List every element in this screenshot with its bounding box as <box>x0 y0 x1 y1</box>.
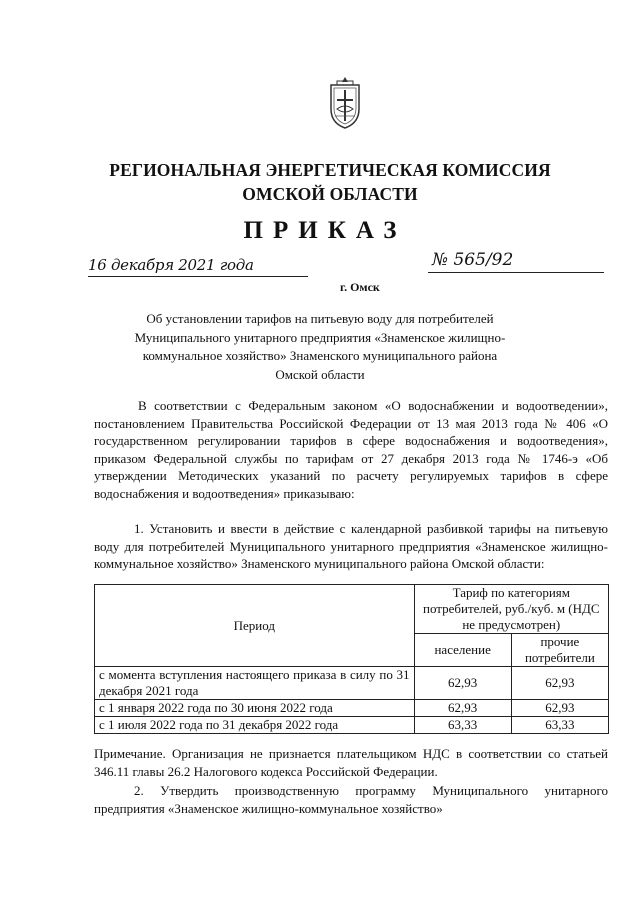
table-row <box>95 667 609 700</box>
other-consumers-column-header: прочие потребители <box>511 634 608 667</box>
population-tariff-cell: 62,93 <box>414 700 511 717</box>
date-underline <box>88 276 308 277</box>
period-cell: с 1 января 2022 года по 30 июня 2022 года <box>95 700 415 717</box>
other-tariff-cell: 62,93 <box>511 667 608 700</box>
tariff-group-header: Тариф по категориям потребителей, руб./куб. м (НДС не предусмотрен) <box>414 585 608 634</box>
number-underline <box>428 272 604 273</box>
population-tariff-cell: 62,93 <box>414 667 511 700</box>
period-column-header: Период <box>95 585 415 667</box>
document-date-handwritten: 16 декабря 2021 года <box>88 256 254 274</box>
document-city: г. Омск <box>340 280 380 294</box>
omsk-coat-of-arms-icon <box>325 75 365 131</box>
other-tariff-cell: 62,93 <box>511 700 608 717</box>
other-tariff-cell: 63,33 <box>511 717 608 734</box>
document-type-title: ПРИКАЗ <box>243 217 407 244</box>
subject-line: коммунальное хозяйство» Знаменского муниципального района <box>142 348 498 363</box>
population-tariff-cell: 63,33 <box>414 717 511 734</box>
population-column-header: население <box>414 634 511 667</box>
item-1-paragraph: 1. Установить и ввести в действие с календарной разбивкой тарифы на питьевую воду для потребителей Муниципального унитарного предприятия «Знаменское жилищно-коммунальное хозяйство» Знаменского муниципального района Омской области: <box>94 521 608 572</box>
document-subject <box>100 310 540 384</box>
organization-name-line1: РЕГИОНАЛЬНАЯ ЭНЕРГЕТИЧЕСКАЯ КОМИССИЯ <box>109 160 551 180</box>
document-number-handwritten: № 565/92 <box>432 250 514 270</box>
table-row <box>95 700 609 717</box>
subject-line: Муниципального унитарного предприятия «Знаменское жилищно- <box>134 329 506 345</box>
organization-name-line2: ОМСКОЙ ОБЛАСТИ <box>242 184 418 204</box>
tariff-table <box>94 584 609 734</box>
subject-line: Об установлении тарифов на питьевую воду для потребителей <box>146 311 494 326</box>
subject-line: Омской области <box>275 366 365 382</box>
table-row <box>95 717 609 734</box>
period-cell: с 1 июля 2022 года по 31 декабря 2022 года <box>95 717 415 734</box>
vat-note-paragraph: Примечание. Организация не признается плательщиком НДС в соответствии со статьей 346.11 главы 26.2 Налогового кодекса Российской Федерации. <box>94 746 608 779</box>
preamble-paragraph: В соответствии с Федеральным законом «О водоснабжении и водоотведении», постановлением Правительства Российской Федерации от 13 мая 2013 года № 406 «О государственном регулировании тарифов в сфере водоснабжения и водоотведения», приказом Федеральной службы по тарифам от 27 декабря 2013 года № 1746-э «Об утверждении Методических указаний по расчету регулируемых тарифов в сфере водоснабжения и водоотведения» приказываю: <box>94 398 608 501</box>
period-cell: с момента вступления настоящего приказа в силу по 31 декабря 2021 года <box>95 667 415 700</box>
item-2-paragraph: 2. Утвердить производственную программу Муниципального унитарного предприятия «Знаменское жилищно-коммунальное хозяйство» <box>94 783 608 816</box>
